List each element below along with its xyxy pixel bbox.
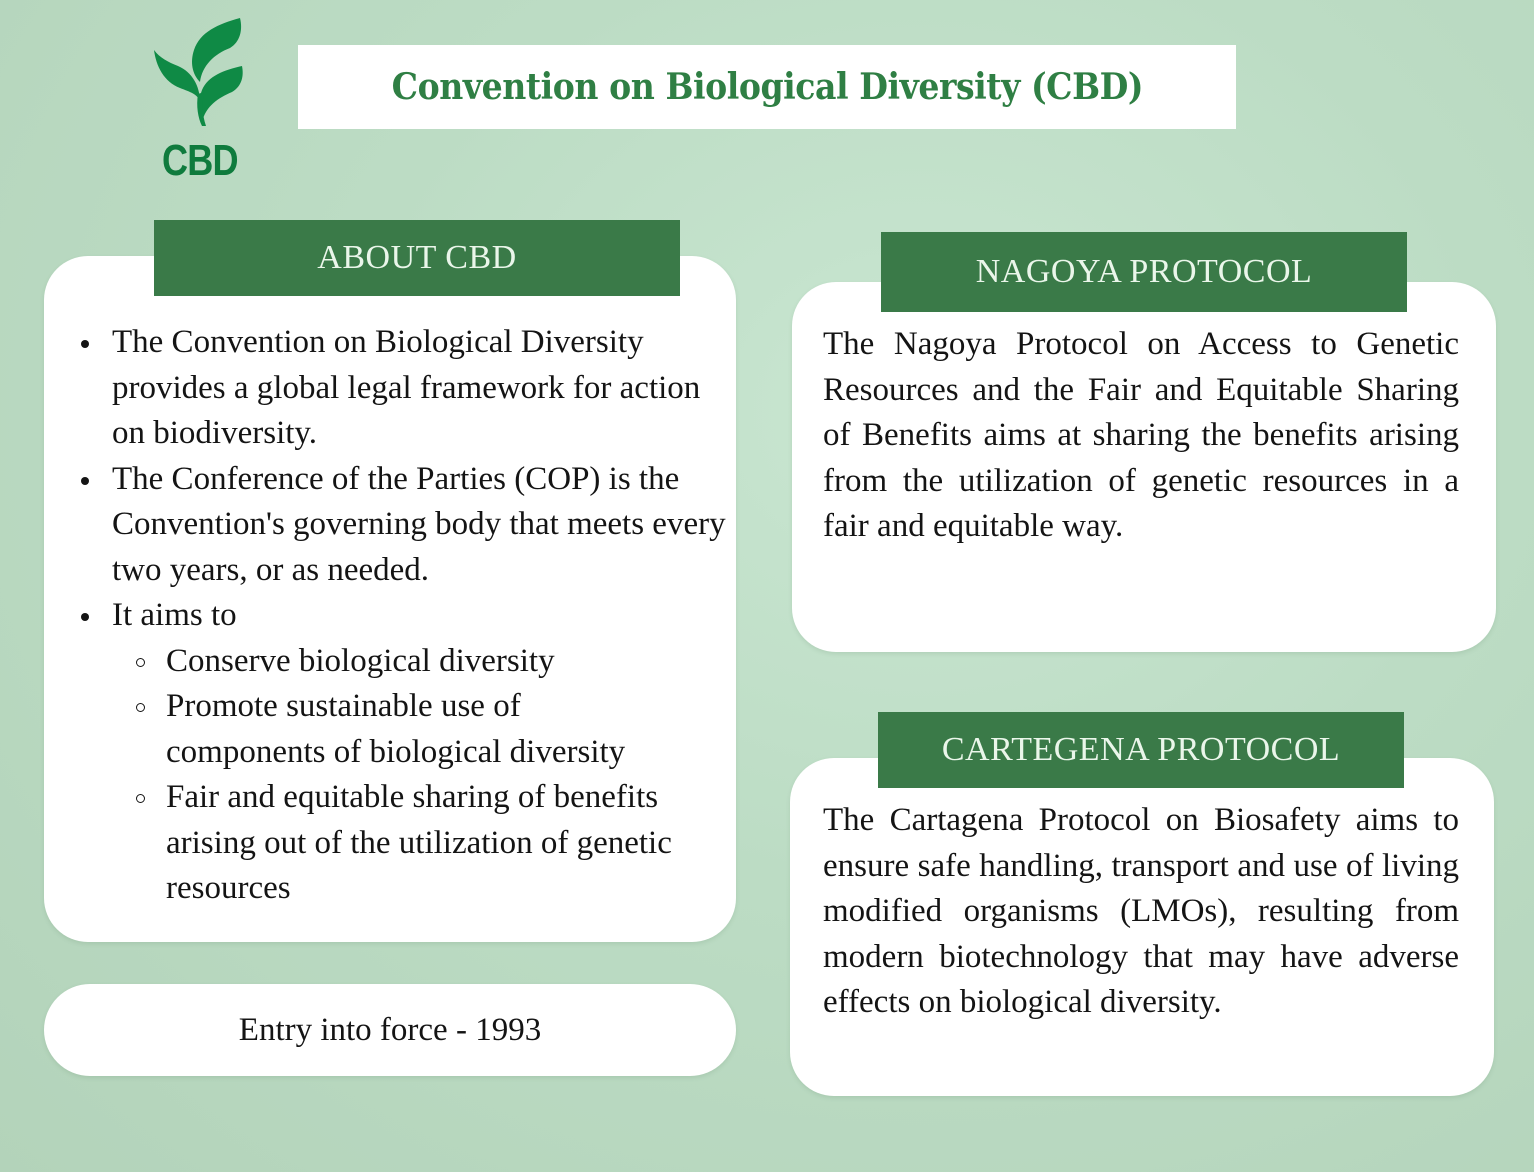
nagoya-body: The Nagoya Protocol on Access to Genetic Resources and the Fair and Equitable Sharing of Benefits aims at sharing the benefits arising from the utilization of genetic resources in a fair and equitable way. — [823, 326, 1459, 544]
cartagena-heading — [878, 712, 1404, 788]
sub-list-item: Fair and equitable sharing of benefits arising out of the utilization of genetic resources — [76, 775, 726, 912]
about-heading — [154, 220, 680, 296]
entry-into-force-card — [44, 984, 736, 1076]
about-bullet-list — [76, 320, 726, 912]
cartagena-body: The Cartagena Protocol on Biosafety aims to ensure safe handling, transport and use of living modified organisms (LMOs), resulting from modern biotechnology that may have adverse effects on biological diversity. — [823, 802, 1459, 1020]
sub-list-item: Conserve biological diversity — [76, 639, 726, 685]
cartagena-heading-text: CARTEGENA PROTOCOL — [941, 731, 1341, 768]
sub-list-item: Promote sustainable use of components of biological diversity — [76, 684, 726, 775]
about-heading-text: ABOUT CBD — [317, 239, 517, 276]
title-banner — [298, 45, 1236, 129]
page-title: Convention on Biological Diversity (CBD) — [391, 66, 1143, 108]
list-item: The Convention on Biological Diversity provides a global legal framework for action on biodiversity. — [76, 320, 726, 457]
nagoya-heading-text: NAGOYA PROTOCOL — [975, 253, 1313, 290]
list-item: The Conference of the Parties (COP) is the Convention's governing body that meets every two years, or as needed. — [76, 457, 726, 594]
nagoya-heading — [881, 232, 1407, 312]
logo-text: CBD — [162, 136, 238, 185]
entry-into-force-text: Entry into force - 1993 — [238, 1011, 542, 1048]
list-item: It aims to — [76, 593, 726, 639]
